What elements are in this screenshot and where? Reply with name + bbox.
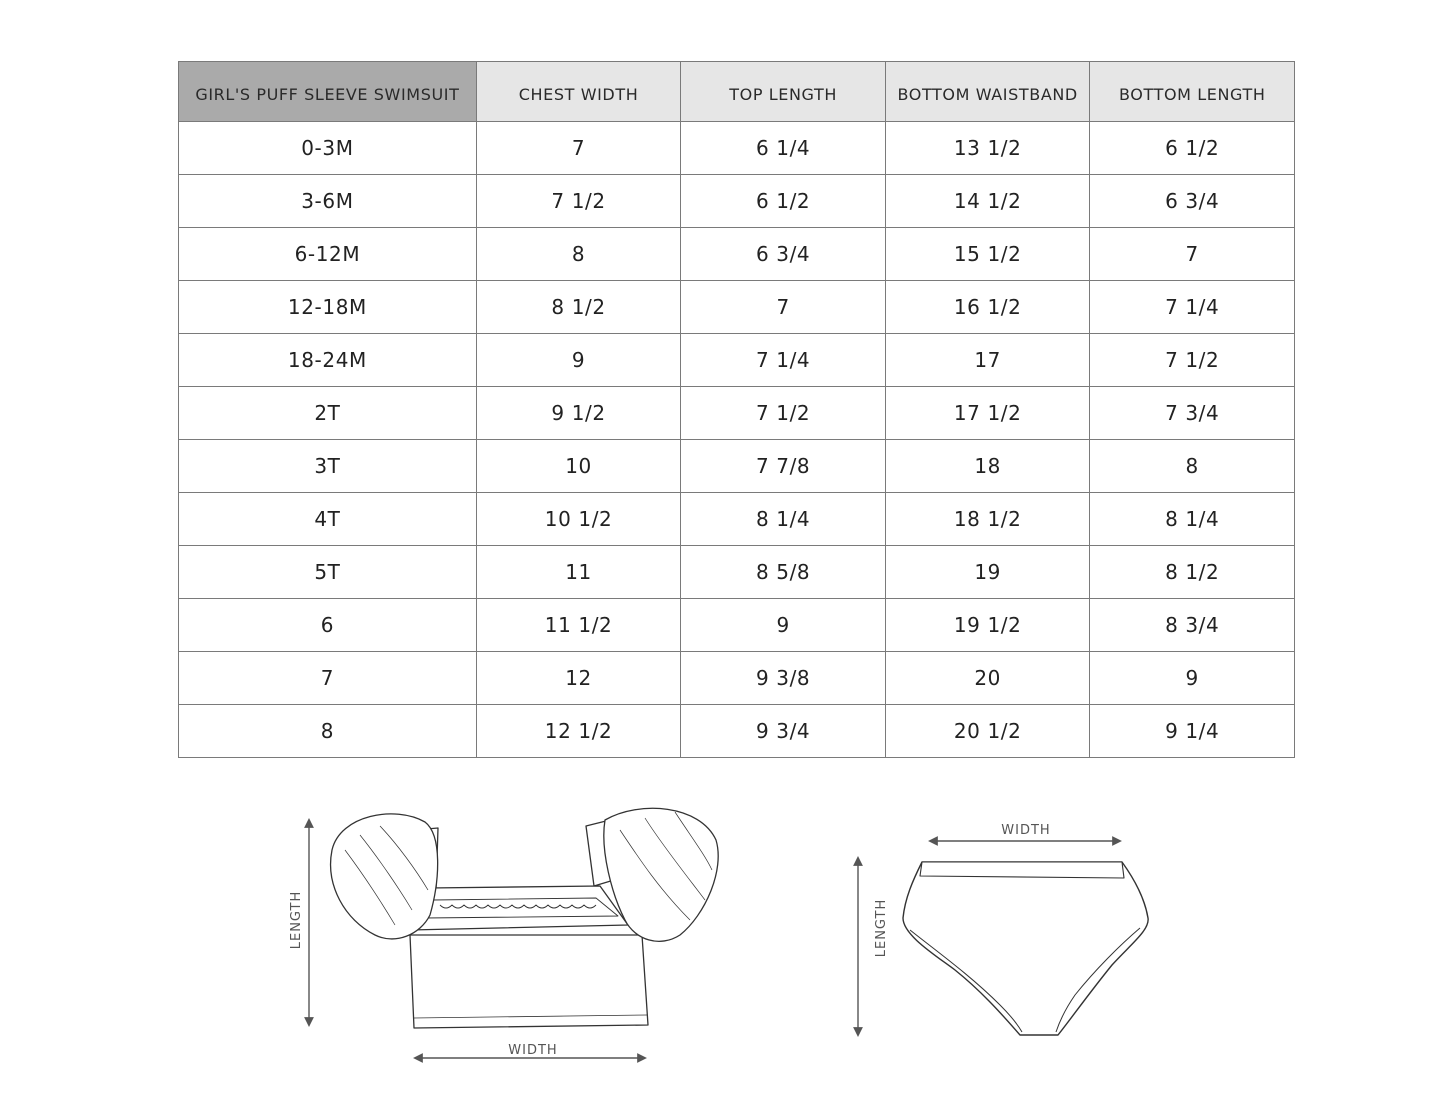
measurement-cell: 12 — [476, 652, 681, 705]
measurement-cell: 8 5/8 — [681, 546, 886, 599]
swim-top-illustration — [331, 808, 719, 1028]
measurement-cell: 7 3/4 — [1090, 387, 1295, 440]
measurement-cell: 8 — [1090, 440, 1295, 493]
measurement-cell: 7 — [1090, 228, 1295, 281]
measurement-cell: 8 — [476, 228, 681, 281]
measurement-cell: 8 1/2 — [1090, 546, 1295, 599]
size-cell: 7 — [179, 652, 477, 705]
measurement-cell: 20 1/2 — [885, 705, 1090, 758]
bottom-length-label: LENGTH — [874, 898, 889, 958]
measurement-cell: 16 1/2 — [885, 281, 1090, 334]
size-cell: 18-24M — [179, 334, 477, 387]
measurement-cell: 7 1/4 — [1090, 281, 1295, 334]
measurement-cell: 7 1/2 — [1090, 334, 1295, 387]
measurement-cell: 7 — [476, 122, 681, 175]
measurement-cell: 12 1/2 — [476, 705, 681, 758]
measurement-cell: 9 1/2 — [476, 387, 681, 440]
measurement-cell: 8 3/4 — [1090, 599, 1295, 652]
measurement-cell: 9 — [1090, 652, 1295, 705]
measurement-cell: 7 1/4 — [681, 334, 886, 387]
size-cell: 0-3M — [179, 122, 477, 175]
measurement-cell: 8 1/4 — [1090, 493, 1295, 546]
measurement-cell: 6 3/4 — [681, 228, 886, 281]
header-top-length: TOP LENGTH — [681, 62, 886, 122]
measurement-cell: 11 — [476, 546, 681, 599]
measurement-cell: 14 1/2 — [885, 175, 1090, 228]
measurement-cell: 8 1/4 — [681, 493, 886, 546]
size-cell: 2T — [179, 387, 477, 440]
header-product: GIRL'S PUFF SLEEVE SWIMSUIT — [179, 62, 477, 122]
measurement-cell: 6 3/4 — [1090, 175, 1295, 228]
swim-bottom-illustration — [903, 862, 1148, 1035]
measurement-cell: 9 3/4 — [681, 705, 886, 758]
measurement-cell: 6 1/2 — [1090, 122, 1295, 175]
measurement-cell: 9 1/4 — [1090, 705, 1295, 758]
top-width-label: WIDTH — [508, 1043, 558, 1058]
size-cell: 8 — [179, 705, 477, 758]
bottom-width-label: WIDTH — [1001, 823, 1051, 838]
measurement-cell: 13 1/2 — [885, 122, 1090, 175]
measurement-cell: 17 — [885, 334, 1090, 387]
size-cell: 3-6M — [179, 175, 477, 228]
measurement-cell: 10 — [476, 440, 681, 493]
size-cell: 6-12M — [179, 228, 477, 281]
measurement-cell: 15 1/2 — [885, 228, 1090, 281]
measurement-cell: 8 1/2 — [476, 281, 681, 334]
measurement-cell: 6 1/2 — [681, 175, 886, 228]
measurement-cell: 9 3/8 — [681, 652, 886, 705]
header-bottom-length: BOTTOM LENGTH — [1090, 62, 1295, 122]
measurement-cell: 9 — [681, 599, 886, 652]
measurement-cell: 18 1/2 — [885, 493, 1090, 546]
measurement-cell: 10 1/2 — [476, 493, 681, 546]
size-cell: 5T — [179, 546, 477, 599]
top-length-label: LENGTH — [289, 890, 304, 950]
measurement-cell: 7 1/2 — [476, 175, 681, 228]
measurement-cell: 18 — [885, 440, 1090, 493]
size-cell: 4T — [179, 493, 477, 546]
measurement-cell: 9 — [476, 334, 681, 387]
size-cell: 3T — [179, 440, 477, 493]
measurement-cell: 7 1/2 — [681, 387, 886, 440]
measurement-cell: 11 1/2 — [476, 599, 681, 652]
header-chest-width: CHEST WIDTH — [476, 62, 681, 122]
measurement-cell: 17 1/2 — [885, 387, 1090, 440]
measurement-cell: 6 1/4 — [681, 122, 886, 175]
measurement-cell: 20 — [885, 652, 1090, 705]
size-cell: 6 — [179, 599, 477, 652]
measurement-cell: 19 1/2 — [885, 599, 1090, 652]
measurement-cell: 7 7/8 — [681, 440, 886, 493]
header-bottom-waistband: BOTTOM WAISTBAND — [885, 62, 1090, 122]
measurement-cell: 19 — [885, 546, 1090, 599]
measurement-cell: 7 — [681, 281, 886, 334]
size-cell: 12-18M — [179, 281, 477, 334]
